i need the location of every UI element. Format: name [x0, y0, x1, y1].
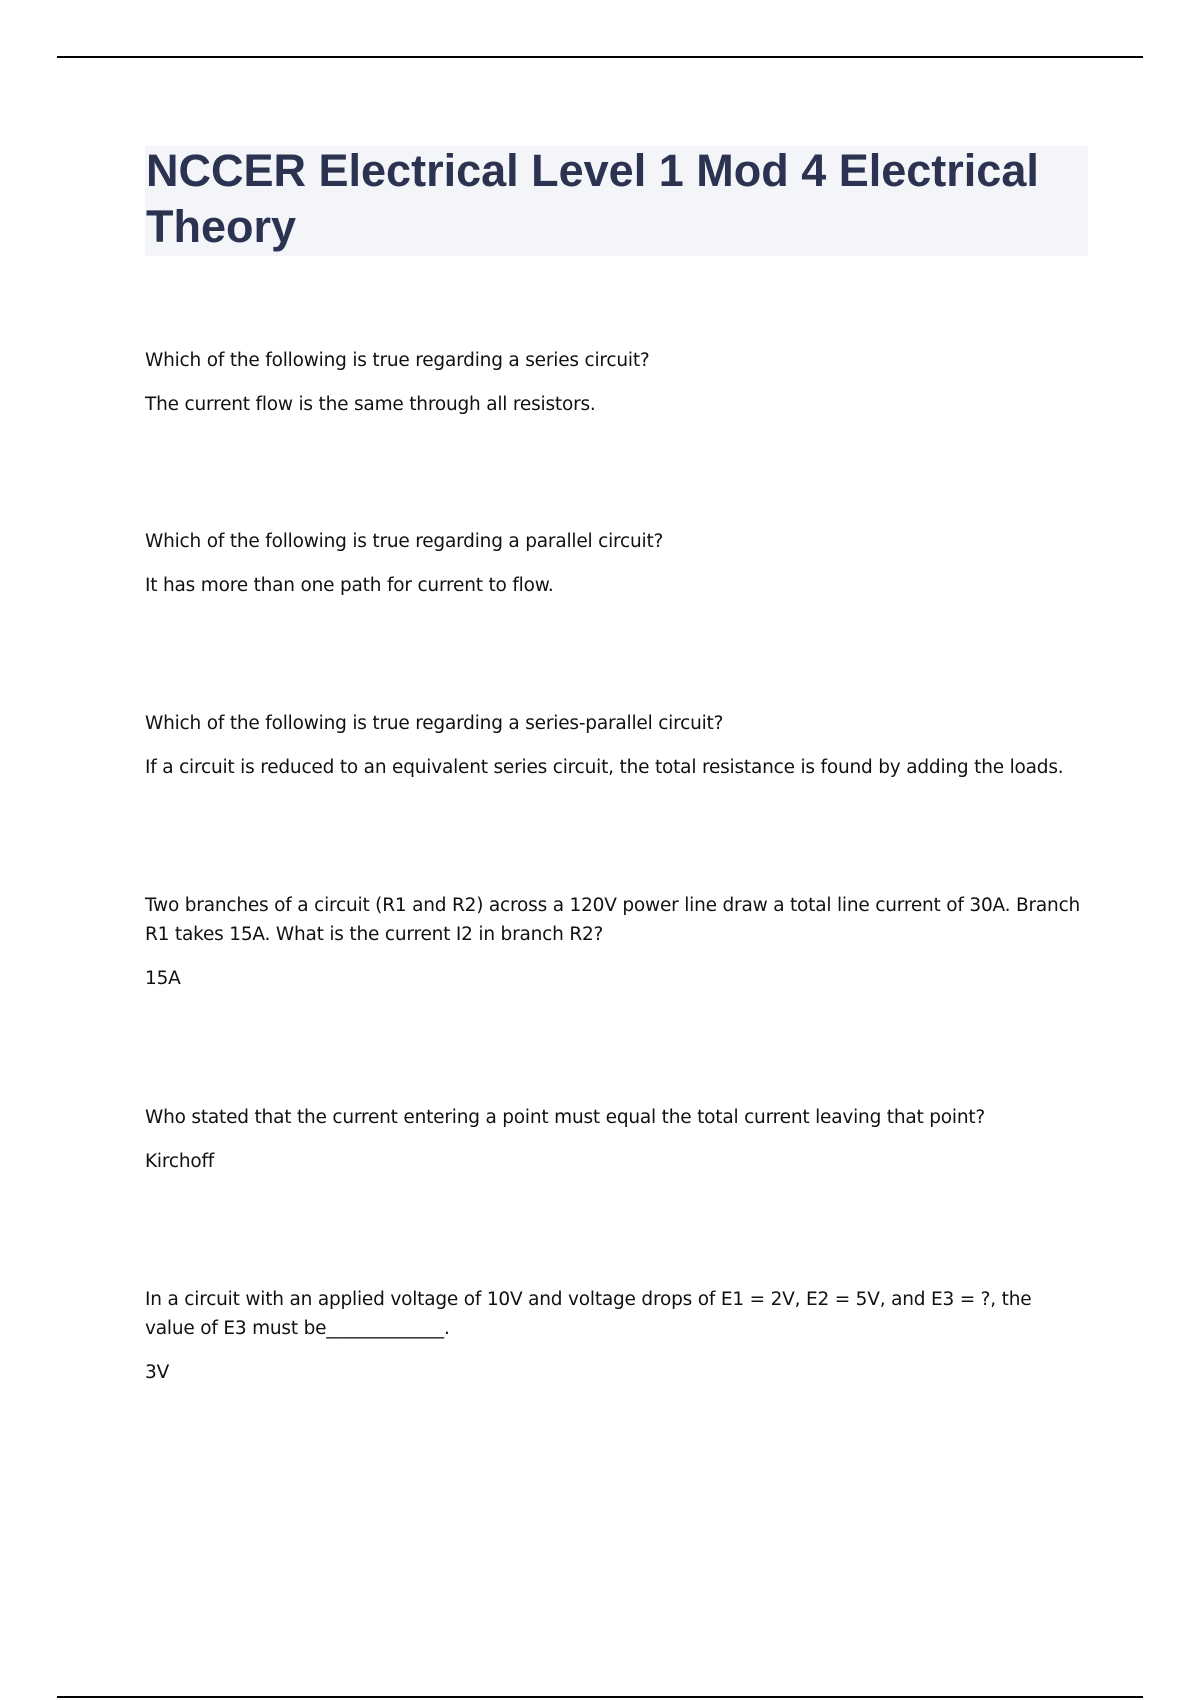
question-text: Who stated that the current entering a point must equal the total current leaving that point?	[145, 1107, 986, 1128]
question-text: Which of the following is true regarding a series circuit?	[145, 350, 650, 371]
qa-item	[145, 1285, 1085, 1387]
title-banner	[145, 146, 1088, 256]
question-text: Which of the following is true regarding a parallel circuit?	[145, 531, 664, 552]
answer-text: The current flow is the same through all resistors.	[145, 394, 596, 415]
answer-text: If a circuit is reduced to an equivalent series circuit, the total resistance is found by adding the loads.	[145, 757, 1064, 778]
answer-text: Kirchoff	[145, 1151, 215, 1172]
answer-text: 3V	[145, 1362, 170, 1383]
answer-text: It has more than one path for current to flow.	[145, 575, 554, 596]
document-title: NCCER Electrical Level 1 Mod 4 Electrical Theory	[146, 145, 1039, 252]
question-text: In a circuit with an applied voltage of 10V and voltage drops of E1 = 2V, E2 = 5V, and E3 = ?, the value of E3 must be_____________.	[145, 1289, 1032, 1339]
qa-item	[145, 1103, 1085, 1176]
qa-item	[145, 527, 1085, 600]
question-text: Two branches of a circuit (R1 and R2) across a 120V power line draw a total line current of 30A. Branch R1 takes 15A. What is the current I2 in branch R2?	[145, 895, 1081, 945]
footer-divider	[57, 1696, 1143, 1698]
qa-item	[145, 891, 1085, 993]
qa-item	[145, 346, 1085, 419]
header-divider	[57, 56, 1143, 58]
answer-text: 15A	[145, 968, 181, 989]
question-text: Which of the following is true regarding a series-parallel circuit?	[145, 713, 724, 734]
qa-item	[145, 709, 1085, 782]
